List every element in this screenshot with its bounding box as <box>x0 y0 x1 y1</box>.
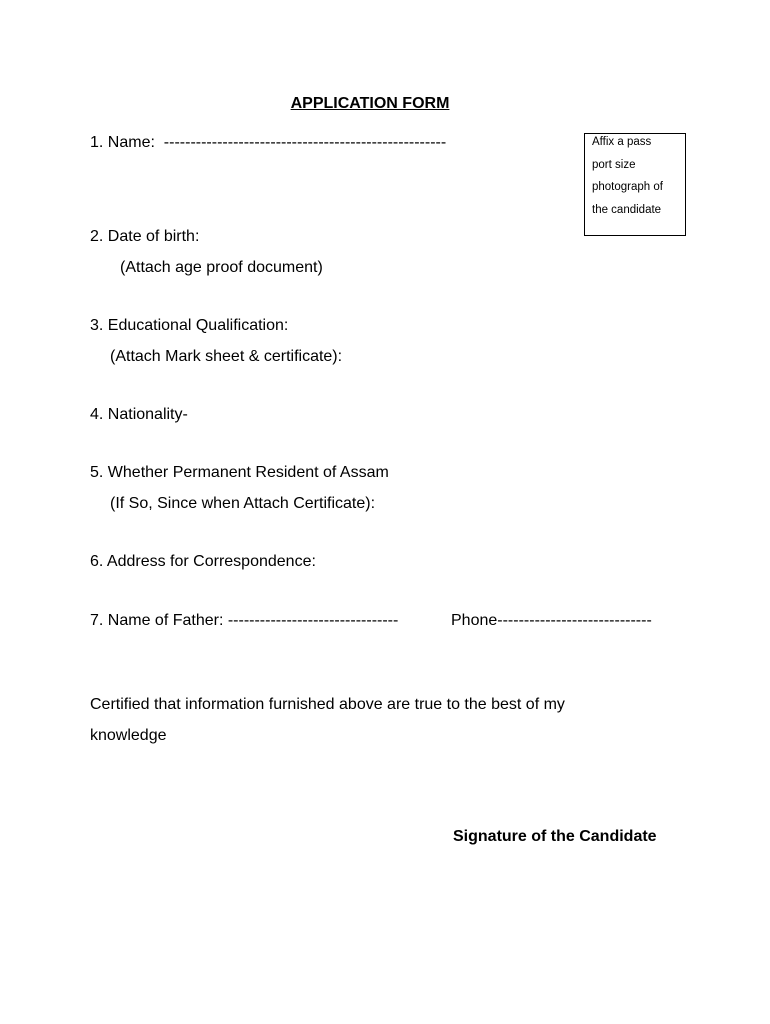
date-of-birth-field: 2. Date of birth: <box>90 228 200 245</box>
qualification-field: 3. Educational Qualification: <box>90 317 289 334</box>
address-field: 6. Address for Correspondence: <box>90 553 316 570</box>
photo-box-line: Affix a pass <box>592 136 652 148</box>
certification-text-continued: knowledge <box>90 727 167 744</box>
permanent-resident-field: 5. Whether Permanent Resident of Assam <box>90 464 389 481</box>
father-name-field: 7. Name of Father: -------------------------------- <box>90 612 399 629</box>
phone-field: Phone----------------------------- <box>451 612 652 629</box>
date-of-birth-note: (Attach age proof document) <box>120 259 323 276</box>
nationality-field: 4. Nationality- <box>90 406 188 423</box>
form-title: APPLICATION FORM <box>290 95 450 112</box>
name-field: 1. Name: ----------------------------------------------------- <box>90 134 447 151</box>
photo-box-line: photograph of <box>592 181 663 193</box>
certification-text: Certified that information furnished above are true to the best of my <box>90 696 565 713</box>
permanent-resident-note: (If So, Since when Attach Certificate): <box>110 495 376 512</box>
photo-placeholder-box <box>584 133 686 236</box>
photo-box-line: port size <box>592 158 636 171</box>
qualification-note: (Attach Mark sheet & certificate): <box>110 348 343 365</box>
photo-box-line: the candidate <box>592 203 662 216</box>
signature-label: Signature of the Candidate <box>453 828 657 845</box>
